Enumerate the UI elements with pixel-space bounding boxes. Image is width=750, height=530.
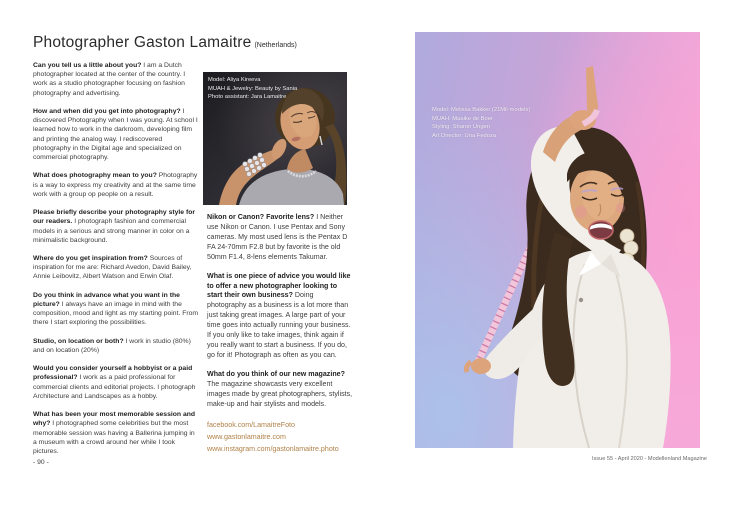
interview-answer: I photographed some celebrities but the most memorable session was having a Ballerina jumping in a museum with a crowd around her while I took pictures. xyxy=(33,420,195,455)
interview-paragraph xyxy=(33,61,199,98)
interview-question: Please briefly describe your photography style for our readers. xyxy=(33,209,196,226)
interview-question: What does photography mean to you? xyxy=(33,172,157,180)
interview-question: What is one piece of advice you would like to offer a new photographer looking to start their own business? xyxy=(207,271,351,300)
interview-paragraph xyxy=(33,107,199,162)
interview-paragraph xyxy=(207,370,354,410)
interview-column-2 xyxy=(207,213,354,458)
page-title: Photographer Gaston Lamaitre xyxy=(33,34,252,51)
interview-question: Would you consider yourself a hobbyist or a paid professional? xyxy=(33,365,193,382)
photo-model-portrait xyxy=(203,72,347,205)
interview-paragraph xyxy=(33,171,199,199)
interview-question: Where do you get inspiration from? xyxy=(33,254,148,262)
interview-paragraph xyxy=(33,410,199,456)
social-links xyxy=(207,421,354,456)
interview-paragraph xyxy=(33,208,199,245)
credit-line-art-director: Art Director: Una Fedoza xyxy=(432,133,497,140)
fullpage-illustration xyxy=(415,32,700,448)
interview-paragraph xyxy=(207,272,354,361)
interview-answer: I work in studio (80%) and on location (20%) xyxy=(33,337,191,354)
interview-question: What has been your most memorable session and why? xyxy=(33,411,196,428)
interview-answer: I work as a paid professional for commercial clients and editorial projects. I photograph Architecture and Landscapes as a hobby. xyxy=(33,374,196,400)
interview-question: How and when did you get into photography? xyxy=(33,107,181,115)
interview-answer: Photography is a way to express my creativity and at the same time work with a group op people on a result. xyxy=(33,172,198,198)
interview-answer: Doing photography as a business is a lot more than just taking great images. A large part of your time goes into actually running your business. If you only like to take images, think again if you really want to start a business. If you do, go for it! Photograph as often as you can. xyxy=(207,291,351,359)
credit-line-styling: Styling: Sharon Ungen xyxy=(432,124,491,131)
interview-answer: I am a Dutch photographer located at the center of the country. I work as a studio photographer focusing on fashion photography and advertising. xyxy=(33,62,186,97)
facebook-link[interactable]: facebook.com/LamaitreFoto xyxy=(207,420,295,429)
page-number: - 90 - xyxy=(33,459,49,466)
credit-line-model: Model: Aliya Kireeva xyxy=(208,77,261,83)
interview-paragraph xyxy=(33,291,199,328)
interview-paragraph xyxy=(33,254,199,282)
photo-credits xyxy=(432,106,530,141)
credit-line-assistant: Photo assistant: Jara Lamaitre xyxy=(208,94,287,101)
website-link[interactable]: www.gastonlamaitre.com xyxy=(207,433,286,442)
interview-paragraph xyxy=(33,364,199,401)
page-title-block xyxy=(33,34,297,52)
interview-question: What do you think of our new magazine? xyxy=(207,369,345,378)
interview-column-1 xyxy=(33,61,199,465)
interview-answer: I photograph fashion and commercial models in a serious and strong manner in color on a minimalistic background. xyxy=(33,218,190,244)
credit-line-muah: MUAH & Jewelry: Beauty by Sania xyxy=(208,85,298,92)
page-title-country: (Netherlands) xyxy=(254,42,297,49)
interview-answer: I discovered Photography when I was young. At school I learned how to work in the darkroom, developing film and printing the analog way. I rediscovered photography in the Digital age and specialized on commercial photography. xyxy=(33,107,198,162)
instagram-link[interactable]: www.instagram.com/gastonlamaitre.photo xyxy=(207,445,339,454)
interview-question: Studio, on location or both? xyxy=(33,337,124,345)
interview-answer: I Neither use Nikon or Canon. I use Pentax and Sony cameras. My most used lens is the Pentax D FA 24-70mm F2.8 but by favorite is the old 50mm F1.4, 8-lens elements Takumar. xyxy=(207,213,348,261)
interview-answer: I always have an image in mind with the composition, mood and light as my starting point. From there I start exploring the possibilities. xyxy=(33,300,199,327)
credit-line-model: Model: Melissa Bakker (21Mil-models) xyxy=(432,107,531,113)
issue-footer: Issue 55 - April 2020 - Modellenland Magazine xyxy=(591,456,707,462)
interview-paragraph xyxy=(207,213,354,263)
interview-paragraph xyxy=(33,337,199,355)
interview-question: Can you tell us a little about you? xyxy=(33,62,142,69)
photo-model-fullpage xyxy=(415,32,700,448)
credit-line-muah: MUAH: Maaike de Boer xyxy=(432,115,493,122)
interview-answer: The magazine showcasts very excellent images made by great photographers, stylists, make-up and hair stylists and models. xyxy=(207,379,353,408)
interview-answer: Sources of inspiration for me are: Richard Avedon, David Bailey, Annie Leibovitz, Albert Watson and Erwin Olaf. xyxy=(33,254,192,281)
photo-credits xyxy=(208,76,297,102)
interview-question: Nikon or Canon? Favorite lens? xyxy=(207,213,315,221)
interview-question: Do you think in advance what you want in the picture? xyxy=(33,291,180,308)
